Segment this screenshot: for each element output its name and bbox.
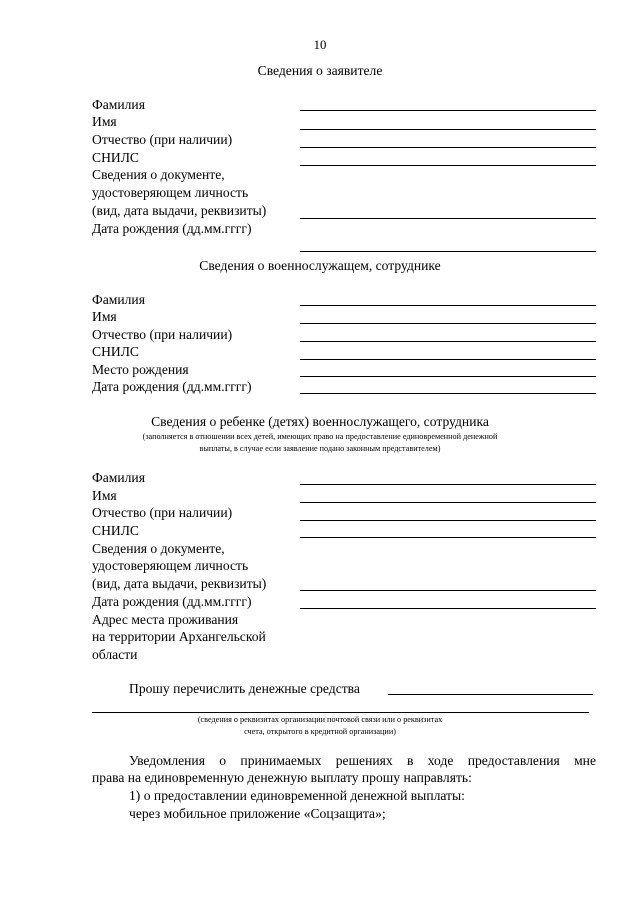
applicant-label-snils: СНИЛС — [92, 150, 139, 165]
child-input-patronymic[interactable] — [300, 520, 596, 521]
serviceman-input-snils[interactable] — [300, 359, 596, 360]
transfer-input-full-line[interactable] — [92, 712, 589, 713]
transfer-note-line-1: (сведения о реквизитах организации почтовой связи или о реквизитах — [197, 715, 443, 724]
child-label-address-2: на территории Архангельской — [92, 629, 266, 644]
applicant-input-patronymic[interactable] — [300, 147, 596, 148]
applicant-label-surname: Фамилия — [92, 97, 145, 112]
child-label-address-1: Адрес места проживания — [92, 612, 239, 627]
serviceman-label-birthdate: Дата рождения (дд.мм.гггг) — [92, 379, 252, 394]
transfer-note-line-2: счета, открытого в кредитной организации) — [244, 727, 396, 736]
serviceman-label-patronymic: Отчество (при наличии) — [92, 327, 233, 342]
serviceman-label-birthplace: Место рождения — [92, 362, 189, 377]
transfer-input-inline[interactable] — [388, 694, 593, 695]
serviceman-input-birthplace[interactable] — [300, 376, 596, 377]
child-label-surname: Фамилия — [92, 470, 145, 485]
child-label-patronymic: Отчество (при наличии) — [92, 505, 233, 520]
applicant-label-id-doc-2: удостоверяющем личность — [92, 185, 249, 200]
applicant-label-name: Имя — [92, 114, 117, 129]
applicant-input-surname[interactable] — [300, 110, 596, 111]
notifications-line-4: через мобильное приложение «Соцзащита»; — [129, 806, 386, 821]
applicant-section-title: Сведения о заявителе — [257, 63, 383, 78]
child-input-id-doc[interactable] — [300, 590, 596, 591]
serviceman-label-name: Имя — [92, 309, 117, 324]
notifications-line-2: права на единовременную денежную выплату прошу направлять: — [92, 770, 472, 785]
transfer-request-text: Прошу перечислить денежные средства — [129, 681, 360, 696]
applicant-label-patronymic: Отчество (при наличии) — [92, 132, 233, 147]
serviceman-input-patronymic[interactable] — [300, 341, 596, 342]
serviceman-input-name[interactable] — [300, 323, 596, 324]
applicant-input-snils[interactable] — [300, 165, 596, 166]
applicant-input-name[interactable] — [300, 129, 596, 130]
serviceman-input-birthdate[interactable] — [300, 393, 596, 394]
child-label-id-doc-3: (вид, дата выдачи, реквизиты) — [92, 576, 267, 591]
child-input-snils[interactable] — [300, 537, 596, 538]
serviceman-label-snils: СНИЛС — [92, 344, 139, 359]
applicant-label-birthdate: Дата рождения (дд.мм.гггг) — [92, 221, 252, 236]
page-number: 10 — [313, 38, 327, 52]
child-label-address-3: области — [92, 647, 138, 662]
child-input-surname[interactable] — [300, 484, 596, 485]
applicant-input-id-doc[interactable] — [300, 218, 596, 219]
child-label-id-doc-2: удостоверяющем личность — [92, 558, 249, 573]
child-label-name: Имя — [92, 488, 117, 503]
notifications-line-1: Уведомления о принимаемых решениях в ходе предоставления мне — [129, 753, 596, 768]
serviceman-label-surname: Фамилия — [92, 292, 145, 307]
children-note-line-2: выплаты, в случае если заявление подано законным представителем) — [199, 444, 441, 453]
child-input-birthdate[interactable] — [300, 608, 596, 609]
applicant-label-id-doc-3: (вид, дата выдачи, реквизиты) — [92, 203, 267, 218]
applicant-input-birthdate[interactable] — [300, 251, 596, 252]
serviceman-input-surname[interactable] — [300, 305, 596, 306]
serviceman-section-title: Сведения о военнослужащем, сотруднике — [199, 258, 441, 273]
child-label-id-doc-1: Сведения о документе, — [92, 541, 225, 556]
children-note-line-1: (заполняется в отношении всех детей, имеющих право на предоставление единовременной денежной — [142, 432, 498, 441]
child-label-snils: СНИЛС — [92, 523, 139, 538]
child-label-birthdate: Дата рождения (дд.мм.гггг) — [92, 594, 252, 609]
children-section-title: Сведения о ребенке (детях) военнослужащего, сотрудника — [151, 414, 489, 429]
applicant-label-id-doc-1: Сведения о документе, — [92, 167, 225, 182]
child-input-name[interactable] — [300, 502, 596, 503]
notifications-line-3: 1) о предоставлении единовременной денежной выплаты: — [129, 788, 465, 803]
